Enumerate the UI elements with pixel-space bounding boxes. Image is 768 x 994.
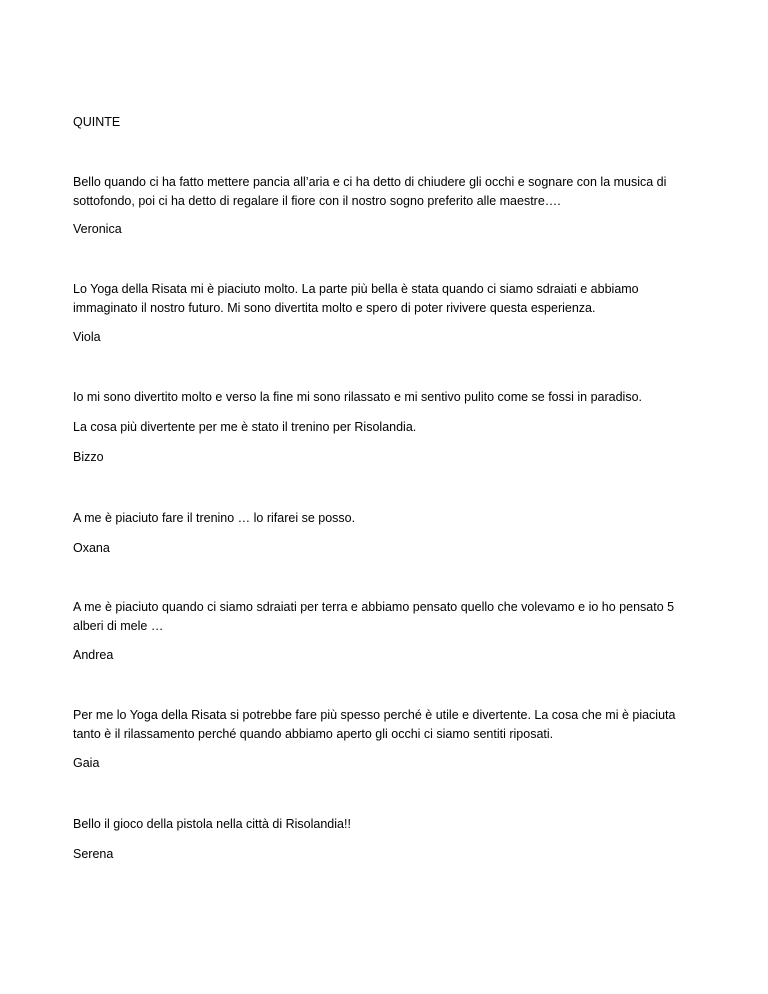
entry-author: Bizzo xyxy=(73,450,104,464)
entry-text: Per me lo Yoga della Risata si potrebbe fare più spesso perché è utile e divertente. La cosa che mi è piaciuta tanto è il rilassamento perché quando abbiamo aperto gli occhi ci siamo sentiti riposati. xyxy=(73,708,676,741)
entry-text: Lo Yoga della Risata mi è piaciuto molto. La parte più bella è stata quando ci siamo sdraiati e abbiamo immaginato il nostro futuro. Mi sono divertita molto e spero di poter rivivere questa esperienza. xyxy=(73,282,639,315)
entry-text-continued: La cosa più divertente per me è stato il trenino per Risolandia. xyxy=(73,420,417,434)
entry-text: Bello il gioco della pistola nella città di Risolandia!! xyxy=(73,817,351,831)
entry-author: Veronica xyxy=(73,222,122,236)
entry-author: Gaia xyxy=(73,756,100,770)
entry-author: Oxana xyxy=(73,541,110,555)
entry-text: A me è piaciuto fare il trenino … lo rifarei se posso. xyxy=(73,511,356,525)
entry-text: A me è piaciuto quando ci siamo sdraiati per terra e abbiamo pensato quello che volevamo e io ho pensato 5 alberi di mele … xyxy=(73,600,675,633)
entry-text: Io mi sono divertito molto e verso la fine mi sono rilassato e mi sentivo pulito come se fossi in paradiso. xyxy=(73,390,643,404)
entry-author: Serena xyxy=(73,847,114,861)
entry-author: Viola xyxy=(73,330,101,344)
entry-author: Andrea xyxy=(73,648,114,662)
document-heading: QUINTE xyxy=(73,115,121,129)
entry-text: Bello quando ci ha fatto mettere pancia all’aria e ci ha detto di chiudere gli occhi e sognare con la musica di sottofondo, poi ci ha detto di regalare il fiore con il nostro sogno preferito alle maestre…. xyxy=(73,175,667,208)
